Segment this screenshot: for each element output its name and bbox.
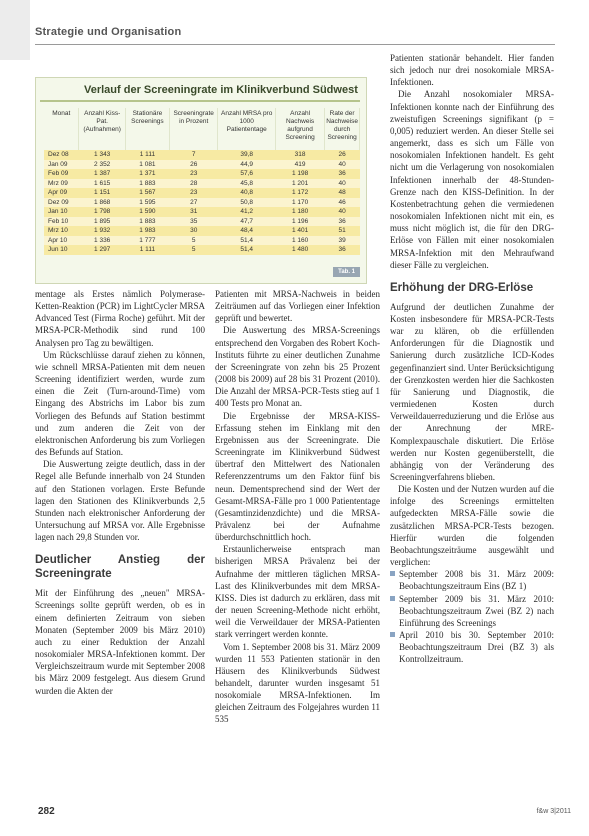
column-header: Anzahl Nachweis aufgrund Screening (275, 108, 324, 150)
issue-label: f&w 3|2011 (536, 808, 571, 815)
header-rule (35, 44, 555, 45)
paragraph: Die Anzahl nosokomialer MRSA-Infektionen konnte nach der Einführung des zweistufigen Screenings signifikant (p = 0,005) reduziert werden. An dieser Stelle sei angemerkt, dass es sich um Fälle von nosokomialen Infektionen handelt. Es geht nicht um die Verlagerung von nosokomialen Infektionen innerhalb der 48-Stunden-Grenze nach den KISS-Definition. In der Kostenbetrachtung gehen die vermiedenen nosokomialen Infektionen nicht mit ein, es muss nicht möglich ist, die für den DRG-Erlöse von Fällen mit einer nosokomialen MRSA-Infektion mit den Mehraufwand dieser Fälle zu vergleichen. (390, 89, 554, 270)
table-row (44, 245, 360, 255)
text-column-3 (390, 52, 554, 666)
table-cell: Dez 09 (44, 198, 79, 208)
table-cell: 30 (169, 226, 217, 236)
paragraph: Die Auswertung des MRSA-Screenings entsprechend den Vorgaben des Robert Koch-Instituts führte zu einer deutlichen Zunahme der Screeningrate von zehn bis 25 Prozent (2008 bis 2009) auf 28 bis 31 Prozent (2010). Die Anzahl der MRSA-PCR-Tests stieg auf 1 400 Tests pro Monat an. (215, 325, 380, 409)
list-item-text: September 2009 bis 31. März 2010: Beobachtungszeitraum Zwei (BZ 2) nach Einführung des Screenings (399, 593, 554, 628)
table-cell: 48,4 (218, 226, 276, 236)
period-list (390, 568, 554, 665)
table-cell: 1 198 (275, 169, 324, 179)
table-cell: 1 160 (275, 236, 324, 246)
table-cell: 318 (275, 150, 324, 160)
table-cell: 5 (169, 245, 217, 255)
paragraph: mentage als Erstes nämlich Polymerase-Ketten-Reaktion (PCR) im LightCycler MRSA Advanced Test (Firma Roche) geführt. Mit der MRSA-PCR-Methodik sind rund 100 Analysen pro Tag zu bewältigen. (35, 289, 205, 348)
table-cell: Mrz 10 (44, 226, 79, 236)
column-header: Stationäre Screenings (125, 108, 169, 150)
table-cell: 35 (169, 217, 217, 227)
table-cell: 51,4 (218, 245, 276, 255)
section-header: Strategie und Organisation (35, 26, 182, 38)
table-cell: 1 868 (79, 198, 125, 208)
table-cell: 1 172 (275, 188, 324, 198)
table-cell: 1 201 (275, 179, 324, 189)
bullet-square-icon (390, 596, 395, 601)
table-cell: Dez 08 (44, 150, 79, 160)
table-cell: 1 615 (79, 179, 125, 189)
table-cell: Jan 10 (44, 207, 79, 217)
table-cell: 40 (325, 179, 360, 189)
list-item-text: April 2010 bis 30. September 2010: Beobachtungszeitraum Drei (BZ 3) als Kontrollzeitraum. (399, 630, 554, 665)
column-header: Monat (44, 108, 79, 150)
table-cell: 1 777 (125, 236, 169, 246)
table-cell: 1 567 (125, 188, 169, 198)
table-cell: 51 (325, 226, 360, 236)
table-row (44, 198, 360, 208)
table-cell: 1 371 (125, 169, 169, 179)
table-cell: 1 883 (125, 179, 169, 189)
table-badge: Tab. 1 (333, 267, 360, 277)
table-cell: 1 196 (275, 217, 324, 227)
table-cell: Feb 09 (44, 169, 79, 179)
table-cell: 7 (169, 150, 217, 160)
bullet-square-icon (390, 632, 395, 637)
bullet-square-icon (390, 571, 395, 576)
page-number: 282 (38, 806, 55, 817)
table-cell: 23 (169, 169, 217, 179)
column-header: Rate der Nachweise durch Screening (325, 108, 360, 150)
table-cell: 50,8 (218, 198, 276, 208)
table-cell: 40,8 (218, 188, 276, 198)
table-row (44, 226, 360, 236)
table-row (44, 150, 360, 160)
table-cell: 26 (169, 160, 217, 170)
paragraph: Patienten stationär behandelt. Hier fanden sich jedoch nur drei nosokomiale MRSA-Infektionen. (390, 53, 554, 88)
table-cell: Jan 09 (44, 160, 79, 170)
list-item (390, 629, 554, 665)
text-column-2 (215, 288, 380, 726)
table-cell: 1 798 (79, 207, 125, 217)
table-cell: 44,9 (218, 160, 276, 170)
table-cell: 26 (325, 150, 360, 160)
table-cell: 31 (169, 207, 217, 217)
table-row (44, 207, 360, 217)
table-cell: 36 (325, 169, 360, 179)
paragraph: Die Auswertung zeigte deutlich, dass in der Regel alle Befunde innerhalb von 24 Stunden auf den Stationen vorlagen. Erste Befunde lagen den Stationen des Klinikverbunds 2,5 Stunden nach elektronischer Anforderung der Untersuchung auf MRSA vor. Alle Ergebnisse lagen nach 29,8 Stunden vor. (35, 459, 205, 543)
header-edge-tab (0, 0, 30, 60)
table-cell: 1 111 (125, 150, 169, 160)
table-cell: 1 480 (275, 245, 324, 255)
table-cell: 1 297 (79, 245, 125, 255)
table-cell: 1 151 (79, 188, 125, 198)
table-cell: Mrz 09 (44, 179, 79, 189)
table-cell: 1 387 (79, 169, 125, 179)
paragraph: Patienten mit MRSA-Nachweis in beiden Zeiträumen auf das Vorliegen einer Infektion geprüft und bewertet. (215, 289, 380, 324)
table-cell: 1 932 (79, 226, 125, 236)
table-cell: 41,2 (218, 207, 276, 217)
table-cell: 23 (169, 188, 217, 198)
table-cell: 57,6 (218, 169, 276, 179)
table-cell: 5 (169, 236, 217, 246)
column-header: Anzahl Kiss-Pat. (Aufnahmen) (79, 108, 125, 150)
table-cell: 36 (325, 217, 360, 227)
table-cell: Feb 10 (44, 217, 79, 227)
table-cell: 1 343 (79, 150, 125, 160)
table-cell: 36 (325, 245, 360, 255)
table-cell: Apr 10 (44, 236, 79, 246)
table-cell: 1 336 (79, 236, 125, 246)
table-row (44, 179, 360, 189)
table-row (44, 160, 360, 170)
table-cell: 39,8 (218, 150, 276, 160)
table-cell: 1 401 (275, 226, 324, 236)
screening-table (44, 108, 360, 255)
table-title-rule (40, 100, 360, 102)
table-cell: 1 111 (125, 245, 169, 255)
table-cell: 46 (325, 198, 360, 208)
paragraph: Vom 1. September 2008 bis 31. März 2009 wurden 11 553 Patienten stationär in den Häusern des Klinikverbunds Südwest behandelt, darunter wurden insgesamt 51 nosokomiale MRSA-Infektionen. Im gleichen Zeitraum des Folgejahres wurden 11 535 (215, 641, 380, 725)
table-cell: 40 (325, 207, 360, 217)
table-cell: 39 (325, 236, 360, 246)
paragraph: Die Ergebnisse der MRSA-KISS-Erfassung stehen im Einklang mit den Ergebnissen aus der Screeningrate. Die Screeningrate im Klinikverbund Südwest übertraf den Mittelwert des Nationalen Referenzzentrums um den Faktor fünf bis neun. Dementsprechend sind der Wert der Gesamt-MRSA-Fälle pro 1 000 Patiententage (Gesamtinzidenzdichte) und die MRSA-Prävalenz bei der Aufnahme überdurchschnittlich hoch. (215, 410, 380, 543)
table-title: Verlauf der Screeningrate im Klinikverbund Südwest (84, 84, 358, 96)
paragraph: Die Kosten und der Nutzen wurden auf die infolge des Screenings ermittelten aufgedeckten MRSA-Fälle sowie die zusätzlichen MRSA-PCR-Tests bezogen. Hierfür wurden die folgenden Beobachtungszeiträume ausgewählt und verglichen: (390, 484, 554, 568)
table-cell: 40 (325, 160, 360, 170)
table-cell: 1 595 (125, 198, 169, 208)
table-cell: 1 590 (125, 207, 169, 217)
table-cell: 27 (169, 198, 217, 208)
table-cell: Jun 10 (44, 245, 79, 255)
list-item (390, 593, 554, 629)
list-item-text: September 2008 bis 31. März 2009: Beobachtungszeitraum Eins (BZ 1) (399, 569, 554, 592)
table-cell: 45,8 (218, 179, 276, 189)
table-cell: 1 180 (275, 207, 324, 217)
paragraph: Mit der Einführung des „neuen" MRSA-Screenings sollte geprüft werden, ob es in einem definierten Zeitraum von sieben Monaten (September 2009 bis März 2010) auch zu einer Reduktion der Anzahl nosokomialer MRSA-Infektionen kommt. Der Vergleichszeitraum wurde mit September 2008 bis März 2009 festgelegt. Aus diesem Grund wurden die Akten der (35, 588, 205, 696)
paragraph: Um Rückschlüsse darauf ziehen zu können, wie schnell MRSA-Patienten mit dem neuen Screening identifiziert werden, wurde zum einen die Zeit (Turn-around-Time) vom Eingang des Abstrichs im Labor bis zum Vorliegen des Befunds auf Station bestimmt und zum anderen die Zeit von der elektronischen Anforderung bis zum Vorliegen des Befunds auf Station. (35, 349, 205, 458)
table-row (44, 217, 360, 227)
table-cell: Apr 09 (44, 188, 79, 198)
table-header-row (44, 108, 360, 150)
table-cell: 1 170 (275, 198, 324, 208)
screening-table-box (35, 77, 367, 284)
table-cell: 1 883 (125, 217, 169, 227)
table-cell: 47,7 (218, 217, 276, 227)
table-cell: 419 (275, 160, 324, 170)
table-cell: 2 352 (79, 160, 125, 170)
column-header: Anzahl MRSA pro 1000 Patiententage (218, 108, 276, 150)
column-header: Screeningrate in Prozent (169, 108, 217, 150)
paragraph: Erstaunlicherweise entsprach man bisherigen MRSA Prävalenz bei der Aufnahme der mittleren täglichen MRSA-Last des Klinikverbundes mit dem MRSA-KISS. Dies ist dadurch zu erklären, dass mit der neuen Screening-Methode nicht erhöht, weil die Verweildauer der MRSA-Patienten stark verringert werden konnte. (215, 544, 380, 640)
table-cell: 1 895 (79, 217, 125, 227)
table-cell: 48 (325, 188, 360, 198)
table-cell: 1 081 (125, 160, 169, 170)
table-cell: 28 (169, 179, 217, 189)
section-heading: Deutlicher Anstieg der Screeningrate (35, 554, 205, 581)
table-row (44, 236, 360, 246)
table-cell: 1 983 (125, 226, 169, 236)
section-heading: Erhöhung der DRG-Erlöse (390, 281, 534, 294)
table-row (44, 169, 360, 179)
table-cell: 51,4 (218, 236, 276, 246)
paragraph: Aufgrund der deutlichen Zunahme der Kosten insbesondere für MRSA-PCR-Tests war zu klären, ob die erfüllenden Anforderungen für die Diagnostik und Sanierung durch zusätzliche ICD-Kodes gegenfinanziert sind. Unter Berücksichtigung der Grenzkosten werden hier die Sachkosten für Sanierung und Diagnostik, die vermiedenen Kosten durch Verweildauerreduzierung und die Erlöse aus der Anrechnung der MRE-Komplexpauschale diskutiert. Die Erlöse werden nur Kosten gegenüberstellt, die abhängig von der Veränderung des Screeningverfahrens blieben. (390, 301, 554, 482)
text-column-1 (35, 288, 205, 697)
list-item (390, 568, 554, 592)
table-row (44, 188, 360, 198)
